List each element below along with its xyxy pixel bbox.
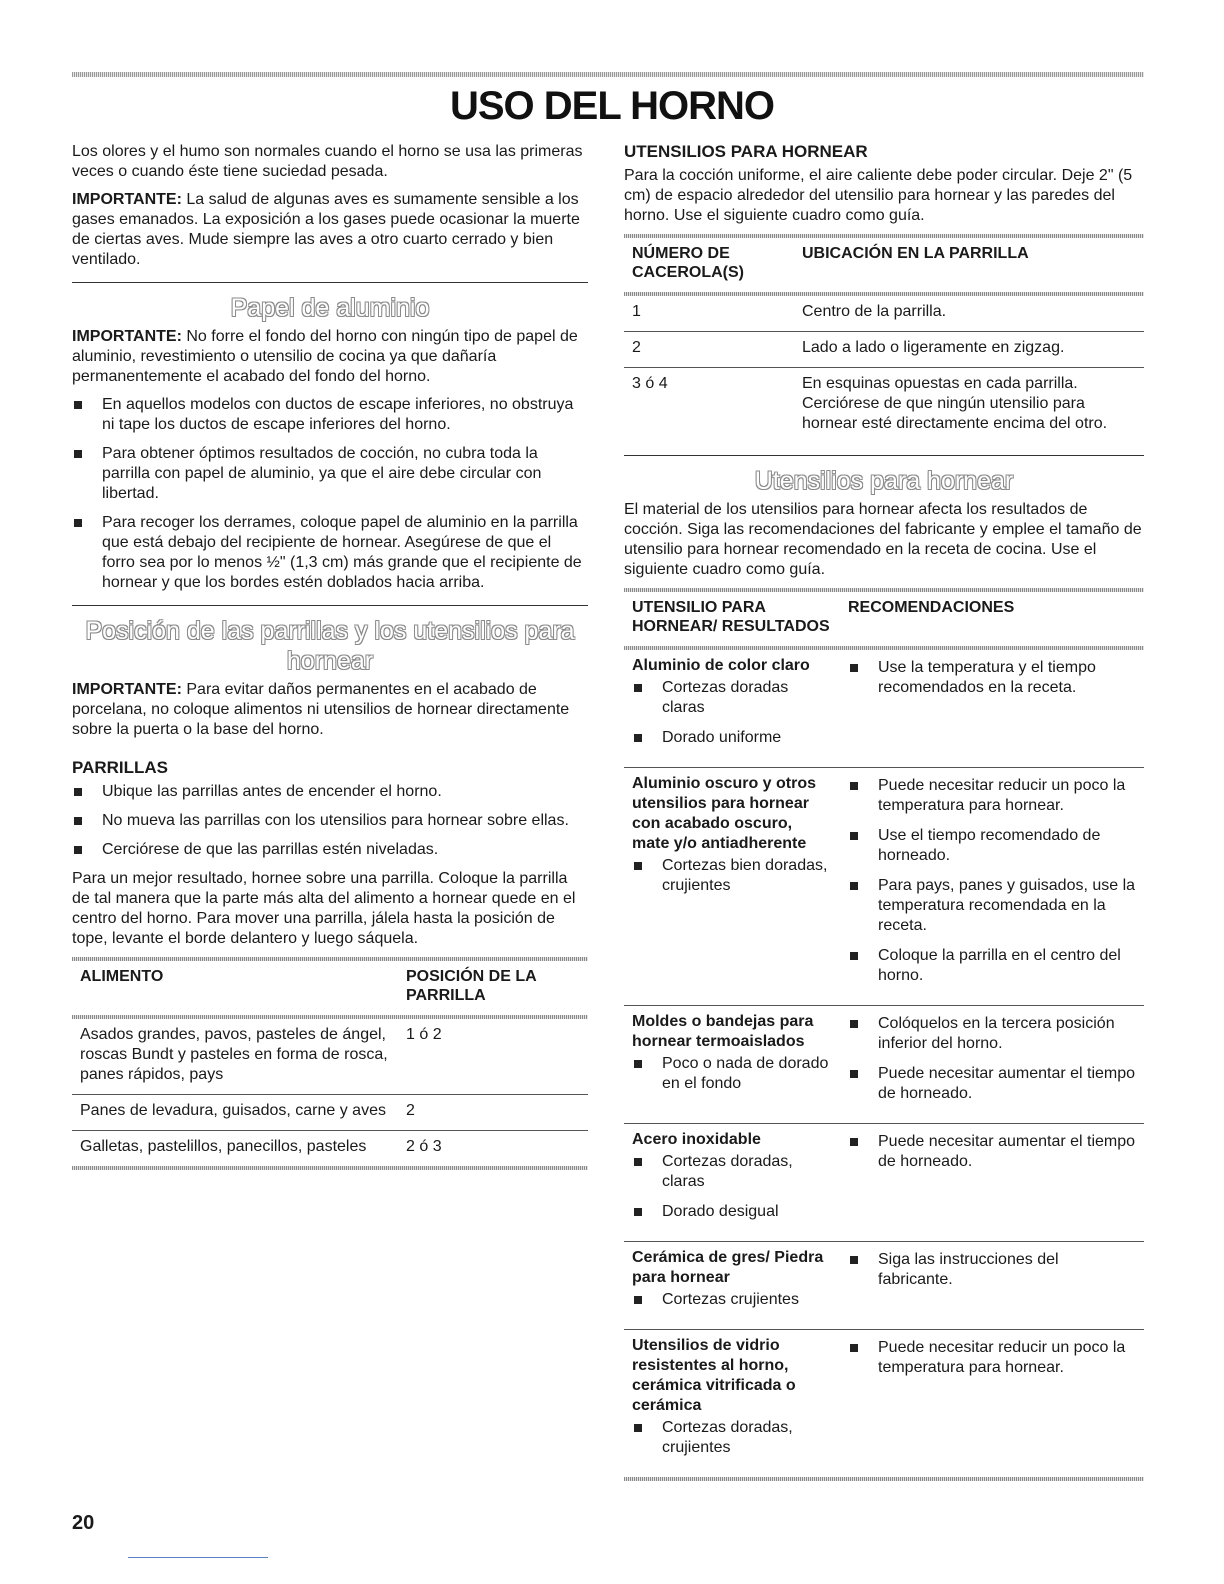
table-row (624, 1006, 1144, 1124)
bakeware-placement-subheading: UTENSILIOS PARA HORNEAR (624, 142, 868, 161)
bakeware-placement-paragraph: Para la cocción uniforme, el aire caliente debe poder circular. Deje 2" (5 cm) de espacio alrededor del utensilio para hornear y las paredes del horno. Use el siguiente cuadro como guía. (624, 167, 1133, 224)
table-header: UTENSILIO PARA HORNEAR/ RESULTADOS (632, 599, 830, 635)
table-row (624, 1124, 1144, 1242)
racks-subheading: PARRILLAS (72, 758, 169, 777)
section-heading-bakeware: Utensilios para hornear (754, 467, 1014, 495)
table-header: RECOMENDACIONES (848, 599, 1015, 616)
foil-bullet-list (72, 395, 588, 593)
list-item: En aquellos modelos con ductos de escape inferiores, no obstruya ni tape los ductos de escape inferiores del horno. (72, 395, 588, 435)
list-item: Para recoger los derrames, coloque papel de aluminio en la parrilla que está debajo del recipiente de hornear. Asegúrese de que el forro sea por lo menos ½" (1,3 cm) más grande que el recipiente de hornear y que los bordes estén doblados hacia arriba. (72, 513, 588, 593)
table-row: Panes de levadura, guisados, carne y aves 2 (72, 1095, 588, 1131)
divider (72, 282, 588, 283)
material-name: Moldes o bandejas para hornear termoaislados (632, 1013, 814, 1050)
table-header: NÚMERO DE CACEROLA(S) (632, 245, 744, 281)
material-name: Cerámica de gres/ Piedra para hornear (632, 1249, 824, 1286)
intro-important: IMPORTANTE: La salud de algunas aves es sumamente sensible a los gases emanados. La exposición a los gases puede ocasionar la muerte de ciertas aves. Mude siempre las aves a otro cuarto cerrado y bien ventilado. (72, 191, 580, 268)
foil-important: IMPORTANTE: No forre el fondo del horno con ningún tipo de papel de aluminio, revestimiento o utensilio de cocina ya que dañaría permanentemente el acabado del fondo del horno. (72, 328, 578, 385)
material-name: Acero inoxidable (632, 1131, 761, 1148)
table-header: POSICIÓN DE LA PARRILLA (406, 968, 537, 1004)
list-item: No mueva las parrillas con los utensilios para hornear sobre ellas. (72, 811, 588, 831)
table-header: UBICACIÓN EN LA PARRILLA (802, 245, 1029, 262)
racks-important: IMPORTANTE: Para evitar daños permanentes en el acabado de porcelana, no coloque alimentos ni utensilios de hornear directamente sobre la puerta o la base del horno. (72, 681, 570, 738)
table-row (624, 650, 1144, 768)
page-title: USO DEL HORNO (449, 84, 775, 128)
material-name: Aluminio de color claro (632, 657, 810, 674)
table-row: 3 ó 4 En esquinas opuestas en cada parrilla. Cerciórese de que ningún utensilio para hornear esté directamente encima del otro. (624, 368, 1144, 444)
table-row (624, 1242, 1144, 1330)
divider (624, 455, 1144, 456)
table-row (624, 768, 1144, 1006)
divider (72, 605, 588, 606)
table-row: Asados grandes, pavos, pasteles de ángel, roscas Bundt y pasteles en forma de rosca, panes rápidos, pays 1 ó 2 (80, 1026, 442, 1083)
results-list: Poco o nada de dorado en el fondo (632, 1054, 832, 1094)
list-item: Ubique las parrillas antes de encender el horno. (72, 782, 588, 802)
material-name: Aluminio oscuro y otros utensilios para hornear con acabado oscuro, mate y/o antiadherente (632, 775, 817, 852)
bakeware-table (624, 588, 1144, 1481)
recommendations-list: Use la temperatura y el tiempo recomendados en la receta. (848, 658, 1136, 698)
recommendations-list: Puede necesitar aumentar el tiempo de horneado. (848, 1132, 1136, 1172)
rack-position-table (72, 957, 588, 1170)
results-list: Cortezas doradas claras Dorado uniforme (632, 678, 832, 748)
recommendations-list: Siga las instrucciones del fabricante. (848, 1250, 1136, 1290)
racks-paragraph: Para un mejor resultado, hornee sobre una parrilla. Coloque la parrilla de tal manera que la parte más alta del alimento a hornear quede en el centro del horno. Para mover una parrilla, jálela hasta la posición de tope, levante el borde delantero y luego sáquela. (72, 870, 576, 947)
results-list: Cortezas crujientes (632, 1290, 832, 1310)
right-column (624, 142, 1144, 1481)
list-item: Cerciórese de que las parrillas estén niveladas. (72, 840, 588, 860)
intro-paragraph: Los olores y el humo son normales cuando el horno se usa las primeras veces o cuando éste tiene suciedad pesada. (72, 143, 583, 180)
results-list: Cortezas doradas, claras Dorado desigual (632, 1152, 832, 1222)
racks-bullet-list (72, 782, 588, 860)
results-list: Cortezas doradas, crujientes (632, 1418, 832, 1458)
recommendations-list: Puede necesitar reducir un poco la temperatura para hornear. Use el tiempo recomendado de horneado. Para pays, panes y guisados, use la temperatura recomendada en la receta. Coloque la parrilla en el centro del horno. (848, 776, 1136, 986)
material-name: Utensilios de vidrio resistentes al horno, cerámica vitrificada o cerámica (632, 1337, 796, 1414)
top-rule (72, 72, 1144, 77)
table-header: ALIMENTO (80, 968, 164, 985)
recommendations-list: Puede necesitar reducir un poco la temperatura para hornear. (848, 1338, 1136, 1378)
section-heading-foil: Papel de aluminio (230, 294, 430, 322)
page-number: 20 (72, 1512, 95, 1534)
recommendations-list: Colóquelos en la tercera posición inferior del horno. Puede necesitar aumentar el tiempo de horneado. (848, 1014, 1136, 1104)
table-row: Galletas, pastelillos, panecillos, pasteles 2 ó 3 (72, 1131, 588, 1167)
list-item: Para obtener óptimos resultados de cocción, no cubra toda la parrilla con papel de aluminio, ya que el aire debe circular con libertad. (72, 444, 588, 504)
bakeware-paragraph: El material de los utensilios para hornear afecta los resultados de cocción. Siga las recomendaciones del fabricante y emplee el tamaño de utensilio para hornear recomendado en la receta de cocina. Use el siguiente cuadro como guía. (624, 501, 1142, 578)
table-row (624, 1330, 1144, 1478)
table-row: 1 Centro de la parrilla. (632, 303, 947, 320)
table-row: 2 Lado a lado o ligeramente en zigzag. (624, 332, 1144, 368)
section-heading-racks: Posición de las parrillas y los utensilios para hornear (85, 617, 575, 675)
results-list: Cortezas bien doradas, crujientes (632, 856, 832, 896)
footer-rule (128, 1557, 268, 1558)
pan-placement-table (624, 234, 1144, 443)
left-column (72, 142, 588, 1170)
